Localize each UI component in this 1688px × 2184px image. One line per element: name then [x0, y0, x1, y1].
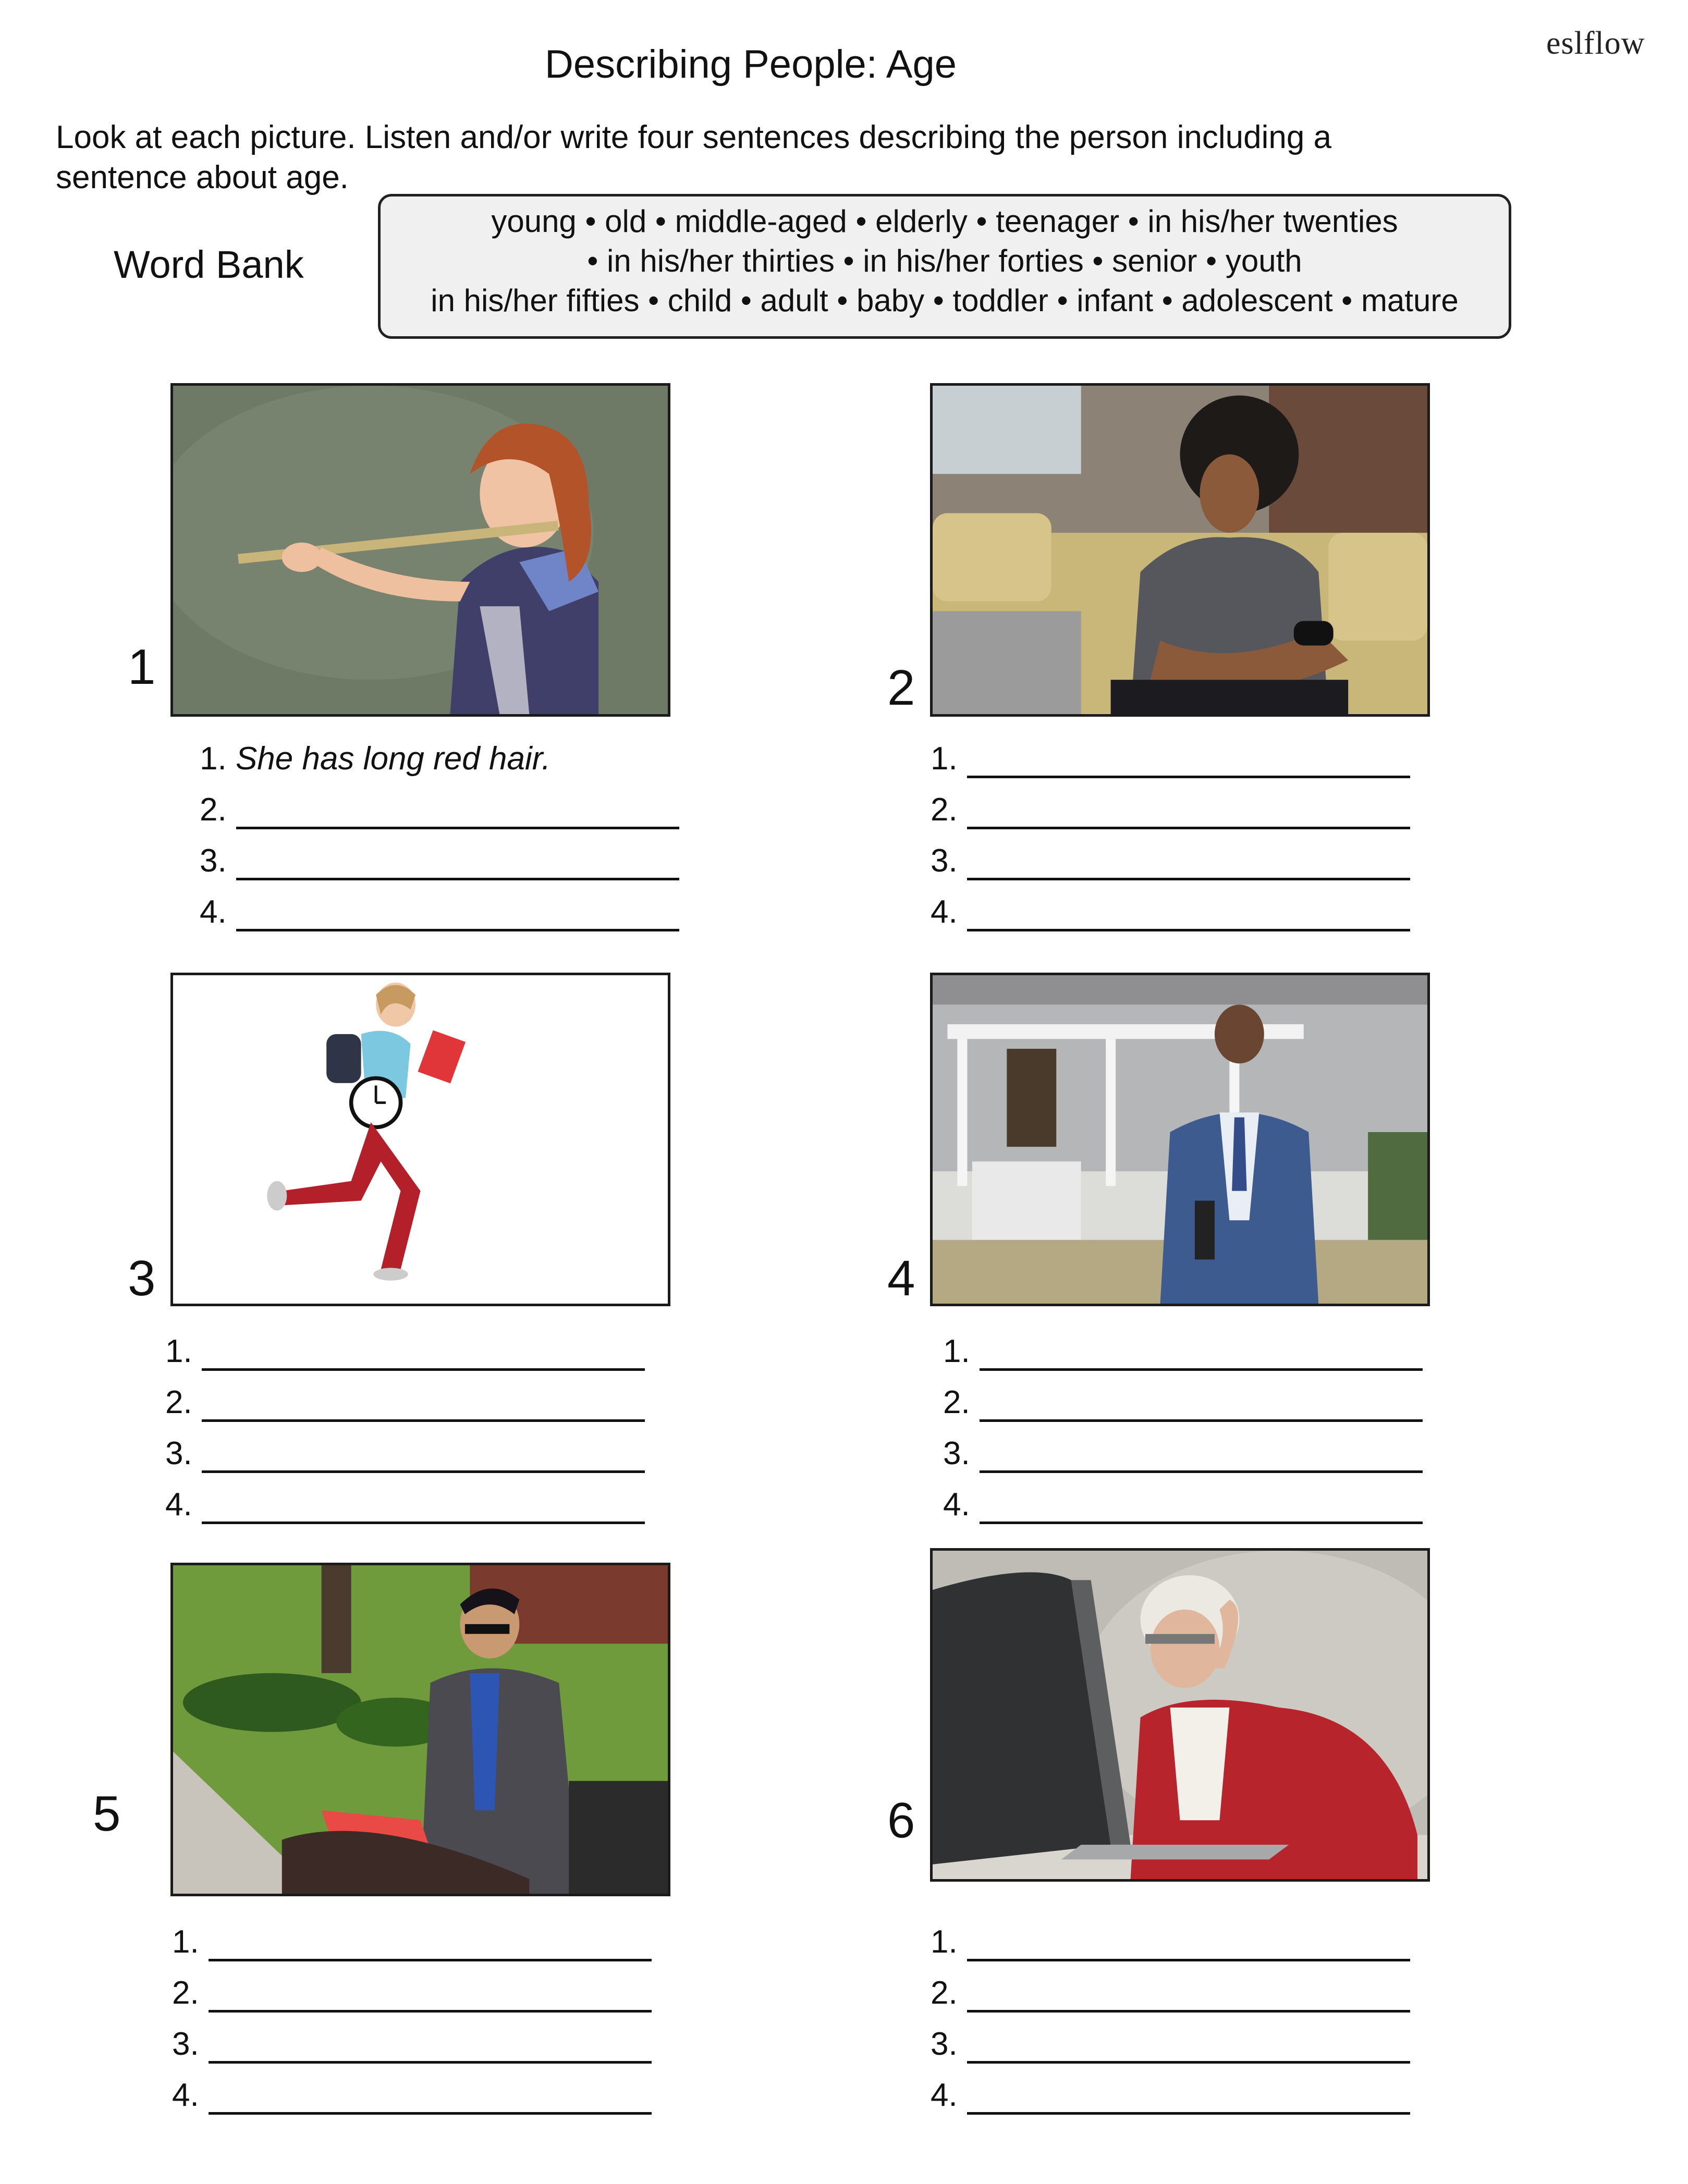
line-number: 3. — [172, 2026, 199, 2062]
answer-line[interactable] — [165, 1384, 192, 1435]
line-number: 1. — [931, 1924, 958, 1960]
answer-line[interactable] — [165, 1435, 192, 1486]
picture-number-2: 2 — [887, 660, 915, 716]
example-line — [200, 740, 551, 791]
photo-man-reading — [170, 1563, 670, 1896]
line-number: 1. — [200, 741, 227, 777]
line-number: 2. — [943, 1384, 970, 1420]
blank[interactable] — [980, 1368, 1423, 1371]
answer-line[interactable] — [931, 791, 958, 842]
answer-line[interactable] — [172, 2026, 199, 2077]
blank[interactable] — [967, 2010, 1410, 2013]
instructions — [56, 117, 1463, 198]
blank[interactable] — [209, 2010, 652, 2013]
answer-line[interactable] — [200, 893, 227, 944]
blank[interactable] — [967, 2112, 1410, 2115]
photo-teen-gamer — [930, 383, 1430, 717]
answer-line[interactable] — [931, 2026, 958, 2077]
blank[interactable] — [209, 1959, 652, 1961]
picture-number-3: 3 — [128, 1250, 156, 1306]
picture-number-6: 6 — [887, 1793, 915, 1848]
example-answer: She has long red hair. — [235, 741, 551, 777]
word-bank-line-2: • in his/her thirties • in his/her forties • senior • youth — [587, 243, 1302, 278]
word-bank-line-3: in his/her fifties • child • adult • baby • toddler • infant • adolescent • mature — [431, 283, 1459, 318]
blank[interactable] — [980, 1419, 1423, 1422]
answer-line[interactable] — [931, 842, 958, 893]
line-number: 4. — [931, 894, 958, 930]
answer-line[interactable] — [943, 1384, 970, 1435]
line-number: 4. — [931, 2077, 958, 2113]
line-number: 1. — [931, 741, 958, 777]
picture-number-1: 1 — [128, 639, 156, 695]
line-number: 3. — [200, 843, 227, 879]
answer-line[interactable] — [943, 1333, 970, 1384]
line-number: 1. — [172, 1924, 199, 1960]
blank[interactable] — [236, 827, 679, 829]
blank[interactable] — [980, 1522, 1423, 1524]
blank[interactable] — [967, 2061, 1410, 2064]
answer-line[interactable] — [165, 1486, 192, 1537]
answer-line[interactable] — [931, 893, 958, 944]
line-number: 4. — [943, 1487, 970, 1523]
blank[interactable] — [202, 1419, 645, 1422]
answer-line[interactable] — [172, 1974, 199, 2026]
answer-line[interactable] — [200, 791, 227, 842]
blank[interactable] — [236, 878, 679, 880]
instructions-line-1: Look at each picture. Listen and/or write four sentences describing the person including a — [56, 119, 1332, 155]
answer-line[interactable] — [200, 842, 227, 893]
blank[interactable] — [967, 929, 1410, 931]
brand-logo: eslflow — [1546, 26, 1645, 61]
line-number: 3. — [165, 1435, 192, 1471]
blank[interactable] — [967, 1959, 1410, 1961]
line-number: 3. — [931, 2026, 958, 2062]
line-number: 4. — [165, 1487, 192, 1523]
answer-line[interactable] — [943, 1435, 970, 1486]
blank[interactable] — [980, 1470, 1423, 1473]
line-number: 2. — [200, 792, 227, 828]
answer-line[interactable] — [931, 1923, 958, 1974]
instructions-line-2: sentence about age. — [56, 159, 349, 195]
blank[interactable] — [967, 776, 1410, 778]
line-number: 4. — [172, 2077, 199, 2113]
blank[interactable] — [209, 2061, 652, 2064]
picture-number-4: 4 — [887, 1250, 915, 1306]
line-number: 2. — [165, 1384, 192, 1420]
blank[interactable] — [202, 1522, 645, 1524]
answer-line[interactable] — [931, 2077, 958, 2128]
blank[interactable] — [967, 827, 1410, 829]
line-number: 3. — [931, 843, 958, 879]
answer-line[interactable] — [172, 2077, 199, 2128]
line-number: 2. — [931, 792, 958, 828]
photo-businessman — [930, 973, 1430, 1306]
answer-line[interactable] — [165, 1333, 192, 1384]
line-number: 1. — [165, 1333, 192, 1369]
page-title: Describing People: Age — [544, 42, 957, 87]
line-number: 2. — [172, 1975, 199, 2011]
photo-girl-flute — [170, 383, 670, 717]
word-bank-label: Word Bank — [114, 243, 304, 286]
answer-line[interactable] — [943, 1486, 970, 1537]
blank[interactable] — [202, 1368, 645, 1371]
word-bank-box — [378, 194, 1511, 339]
line-number: 3. — [943, 1435, 970, 1471]
blank[interactable] — [967, 878, 1410, 880]
photo-elderly-woman-laptop — [930, 1548, 1430, 1882]
word-bank-line-1: young • old • middle-aged • elderly • teenager • in his/her twenties — [491, 204, 1398, 239]
line-number: 1. — [943, 1333, 970, 1369]
photo-running-student — [170, 973, 670, 1306]
answer-line[interactable] — [172, 1923, 199, 1974]
blank[interactable] — [209, 2112, 652, 2115]
blank[interactable] — [236, 929, 679, 931]
picture-number-5: 5 — [93, 1786, 121, 1842]
line-number: 4. — [200, 894, 227, 930]
blank[interactable] — [202, 1470, 645, 1473]
answer-line[interactable] — [931, 740, 958, 791]
answer-line[interactable] — [931, 1974, 958, 2026]
line-number: 2. — [931, 1975, 958, 2011]
